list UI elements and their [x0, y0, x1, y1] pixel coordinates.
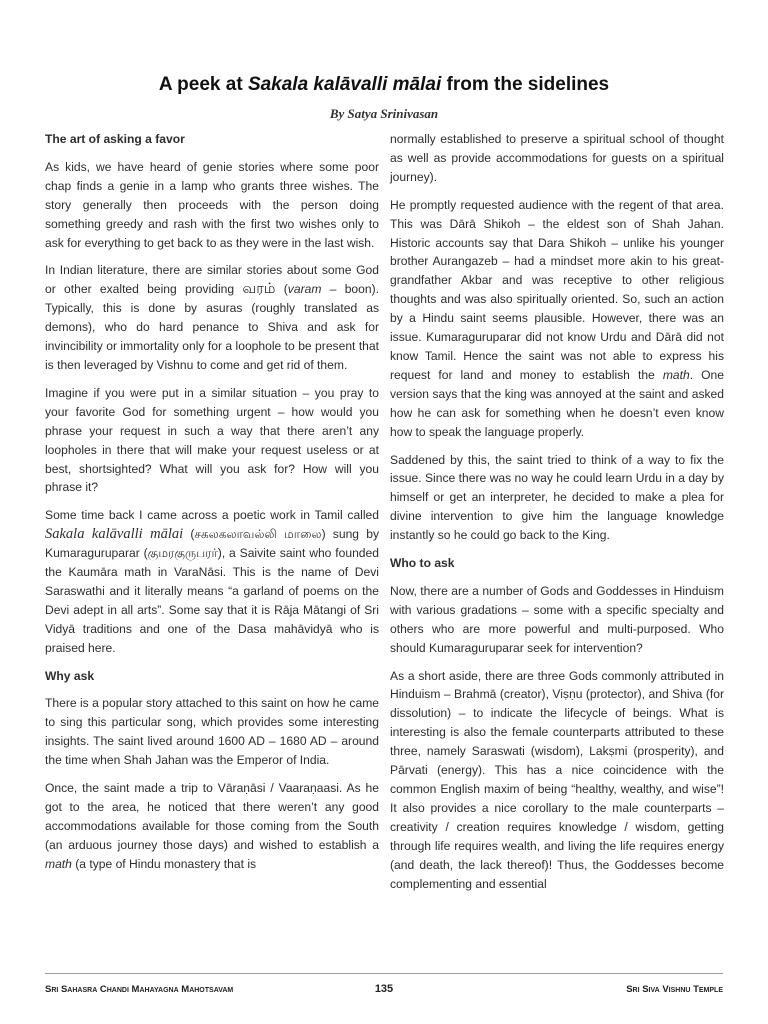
- paragraph: [390, 196, 724, 442]
- title-suffix: from the sidelines: [441, 74, 610, 95]
- text-run: (: [275, 282, 288, 297]
- text-run: Once, the saint made a trip to Vāraṇāsi / Vaaraṇaasi. As he got to the area, he noticed that there weren’t any good accommodations available for those coming from the South (an arduous journey those days) and wished to establish a: [45, 781, 379, 852]
- paragraph: As kids, we have heard of genie stories where some poor chap finds a genie in a lamp who grants three wishes. The story generally then proceeds with the person doing something greedy and rash with the first two wishes only to ask for everything to get back to as they were in the last wish.: [45, 159, 379, 250]
- section-heading-who-to-ask: Who to ask: [390, 556, 455, 571]
- text-run: (a type of Hindu monastery that is: [71, 856, 257, 871]
- italic-term: varam: [287, 282, 322, 297]
- page-number: 135: [374, 983, 394, 995]
- italic-term: math: [45, 856, 72, 871]
- text-run: Some time back I came across a poetic work in Tamil called: [45, 508, 379, 523]
- italic-term: math: [662, 367, 690, 382]
- byline: By Satya Srinivasan: [329, 106, 439, 121]
- paragraph: Saddened by this, the saint tried to think of a way to fix the issue. Since there was no way he could learn Urdu in a day by himself or get an interpreter, he decided to make a plea for divine intervention to give him the language knowledge instantly so he could go back to the King.: [390, 452, 724, 543]
- footer-temple-name: Sri Siva Vishnu Temple: [626, 984, 723, 995]
- text-run: In Indian literature, there are similar stories about some God or other exalted being providing: [45, 263, 379, 297]
- title-prefix: A peek at: [158, 74, 248, 95]
- text-run: – boon). Typically, this is done by asuras (roughly translated as demons), who do hard penance to Shiva and ask for invincibility or immortality only for a loophole to be present that is then leveraged by Vishnu to come and get rid of them.: [45, 282, 379, 372]
- tamil-title: (சகலகலாவல்லி மாலை): [183, 527, 326, 542]
- paragraph: Imagine if you were put in a similar situation – you pray to your favorite God for something urgent – how would you phrase your request in such a way that there aren’t any loopholes in there that will make your request useless or at best, shortsighted? What will you ask for? How will you phrase it?: [45, 385, 379, 495]
- tamil-name: (குமரகுருபரர்): [143, 546, 222, 561]
- paragraph: As a short aside, there are three Gods commonly attributed in Hinduism – Brahmā (creator), Viṣṇu (protector), and Shiva (for dissolution) – to indicate the lifecycle of beings. What is interesting is also the female counterparts attributed to these three, namely Saraswati (wisdom), Lakṣmi (prosperity), and Pārvati (energy). This has a nice coincidence with the common English maxim of being “healthy, wealthy, and wise”! It also provides a nice corollary to the male counterparts – creativity / creation requires knowledge / wisdom, getting through life requires wealth, and living the life requires energy (and death, the lack thereof)! Thus, the Goddesses become complementing and essential: [390, 668, 724, 891]
- paragraph: [45, 261, 379, 374]
- text-run: , a Saivite saint who founded the Kaumāra math in VaraNāsi. This is the name of Devi Saraswathi and it literally means “a garland of poems on the Devi adept in all arts”. Some say that it is Rāja Mātangi of Sri Vidyā traditions and one of the Dasa mahāvidyā who is praised here.: [45, 546, 379, 655]
- title-italic: Sakala kalāvalli mālai: [247, 74, 442, 95]
- paragraph: normally established to preserve a spiritual school of thought as well as provide accommodations for guests on a spiritual journey).: [390, 132, 724, 184]
- paragraph: [45, 779, 379, 874]
- paragraph: [45, 506, 379, 657]
- text-run: sung by Kumaraguruparar: [45, 527, 379, 561]
- text-run: . One version says that the king was annoyed at the saint and asked how he can ask for something when he doesn’t even know how to speak the language properly.: [390, 367, 724, 439]
- paragraph: Now, there are a number of Gods and Goddesses in Hinduism with various gradations – some with a specific specialty and others who are more powerful and multi-purposed. Who should Kumaraguruparar seek for intervention?: [390, 583, 724, 655]
- tamil-word: வரம்: [242, 281, 276, 298]
- section-heading-why-ask: Why ask: [45, 668, 95, 683]
- section-heading-art-of-asking: The art of asking a favor: [45, 132, 185, 146]
- page-footer: [45, 984, 723, 1000]
- work-title: Sakala kalāvalli mālai: [45, 526, 184, 543]
- right-column: [390, 130, 724, 902]
- footer-event-name: Sri Sahasra Chandi Mahayagna Mahotsavam: [45, 984, 234, 995]
- text-run: He promptly requested audience with the regent of that area. This was Dārā Shikoh – the eldest son of Shah Jahan. Historic accounts say that Dara Shikoh – unlike his younger brother Aurangazeb – had a mindset more akin to his great-grandfather Akbar and was receptive to other religious thoughts and was also spiritually oriented. So, such an action by a Hindu saint seems plausible. However, there was an issue. Kumaraguruparar did not know Urdu and Dārā did not know Tamil. Hence the saint was not able to express his request for land and money to establish the: [390, 197, 724, 382]
- article-title: [0, 74, 768, 96]
- paragraph: There is a popular story attached to this saint on how he came to sing this particular song, which provides some interesting insights. The saint lived around 1600 AD – 1680 AD – around the time when Shah Jahan was the Emperor of India.: [45, 696, 379, 768]
- footer-divider: [45, 973, 723, 974]
- left-column: [45, 130, 379, 883]
